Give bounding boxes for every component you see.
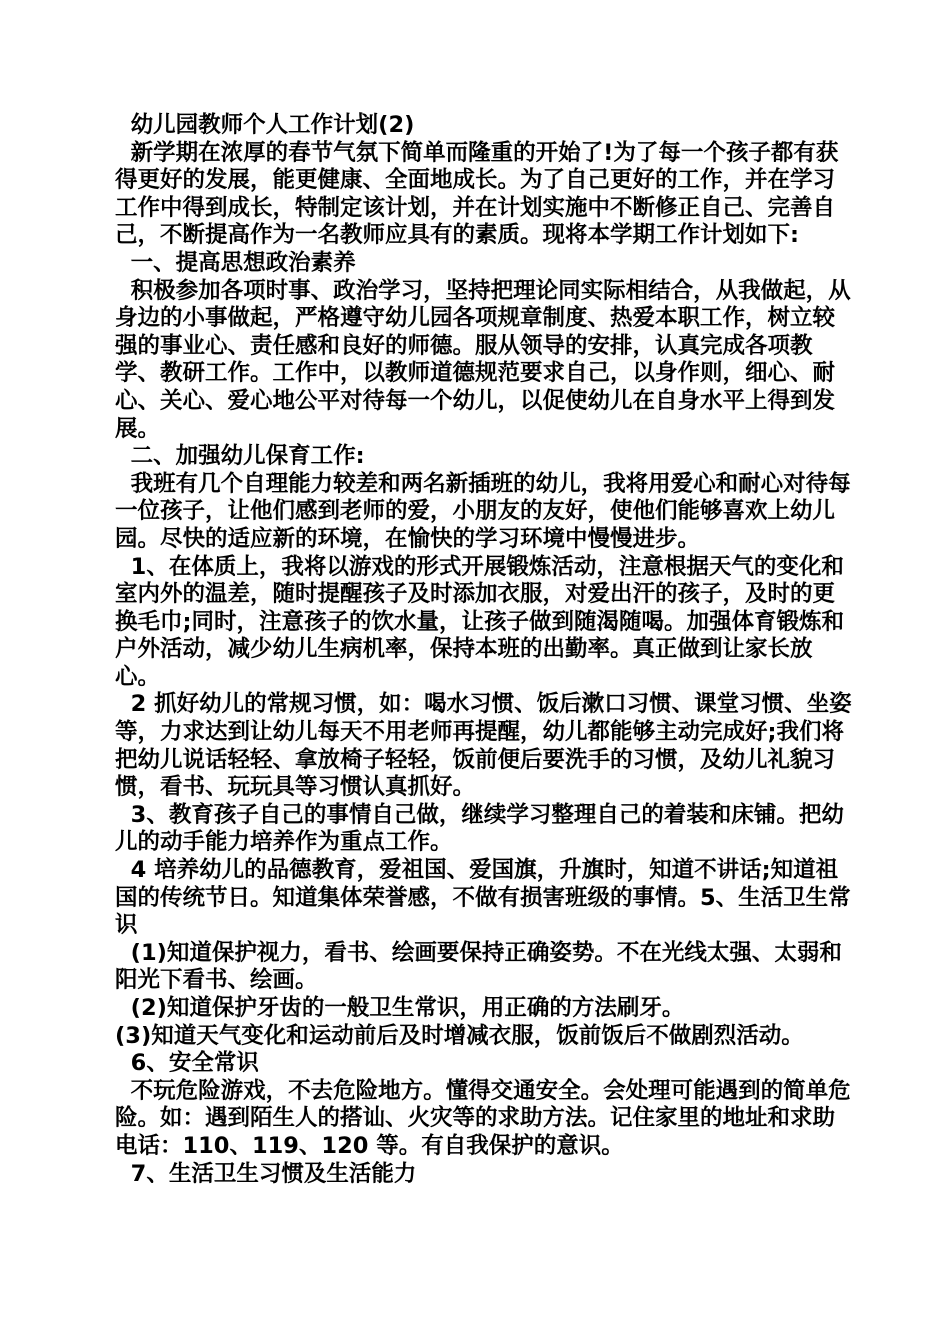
list-item-4: 4 培养幼儿的品德教育，爱祖国、爱国旗，升旗时，知道不讲话;知道祖国的传统节日。知道集体荣誉感，不做有损害班级的事情。5、生活卫生常识 xyxy=(115,857,851,939)
sub-item-3: (3)知道天气变化和运动前后及时增减衣服，饭前饭后不做剧烈活动。 xyxy=(115,1022,804,1049)
sub-item-1: (1)知道保护视力，看书、绘画要保持正确姿势。不在光线太强、太弱和阳光下看书、绘画。 xyxy=(115,939,842,994)
paragraph-intro: 新学期在浓厚的春节气氛下简单而隆重的开始了!为了每一个孩子都有获得更好的发展，能更健康、全面地成长。为了自己更好的工作，并在学习工作中得到成长，特制定该计划，并在计划实施中不断修正自己、完善自己，不断提高作为一名教师应具有的素质。现将本学期工作计划如下: xyxy=(115,139,839,249)
list-item-6: 6、安全常识 xyxy=(115,1050,259,1077)
paragraph-safety: 不玩危险游戏，不去危险地方。懂得交通安全。会处理可能遇到的简单危险。如：遇到陌生人的搭讪、火灾等的求助方法。记住家里的地址和求助电话：110、119、120 等。有自我保护的意识。 xyxy=(115,1077,851,1159)
section-heading-1: 一、提高思想政治素养 xyxy=(115,249,356,276)
paragraph-politics: 积极参加各项时事、政治学习，坚持把理论同实际相结合，从我做起，从身边的小事做起，严格遵守幼儿园各项规章制度、热爱本职工作，树立较强的事业心、责任感和良好的师德。服从领导的安排，认真完成各项教学、教研工作。工作中，以教师道德规范要求自己，以身作则，细心、耐心、关心、爱心地公平对待每一个幼儿，以促使幼儿在自身水平上得到发展。 xyxy=(115,277,851,442)
document-page xyxy=(115,112,855,1188)
section-heading-2: 二、加强幼儿保育工作: xyxy=(115,443,365,470)
paragraph-care: 我班有几个自理能力较差和两名新插班的幼儿，我将用爱心和耐心对待每一位孩子，让他们感到老师的爱，小朋友的友好，使他们能够喜欢上幼儿园。尽快的适应新的环境，在愉快的学习环境中慢慢进步。 xyxy=(115,470,851,552)
list-item-1: 1、在体质上，我将以游戏的形式开展锻炼活动，注意根据天气的变化和室内外的温差，随时提醒孩子及时添加衣服，对爱出汗的孩子，及时的更换毛巾;同时，注意孩子的饮水量，让孩子做到随渴随喝。加强体育锻炼和户外活动，减少幼儿生病机率，保持本班的出勤率。真正做到让家长放心。 xyxy=(115,553,844,690)
list-item-3: 3、教育孩子自己的事情自己做，继续学习整理自己的着装和床铺。把幼儿的动手能力培养作为重点工作。 xyxy=(115,801,844,856)
document-title: 幼儿园教师个人工作计划(2) xyxy=(115,112,415,138)
list-item-2: 2 抓好幼儿的常规习惯，如：喝水习惯、饭后漱口习惯、课堂习惯、坐姿等，力求达到让幼儿每天不用老师再提醒，幼儿都能够主动完成好;我们将把幼儿说话轻轻、拿放椅子轻轻，饭前便后要洗手的习惯，及幼儿礼貌习惯，看书、玩玩具等习惯认真抓好。 xyxy=(115,691,852,801)
list-item-7: 7、生活卫生习惯及生活能力 xyxy=(115,1160,417,1187)
sub-item-2: (2)知道保护牙齿的一般卫生常识，用正确的方法刷牙。 xyxy=(115,995,685,1021)
